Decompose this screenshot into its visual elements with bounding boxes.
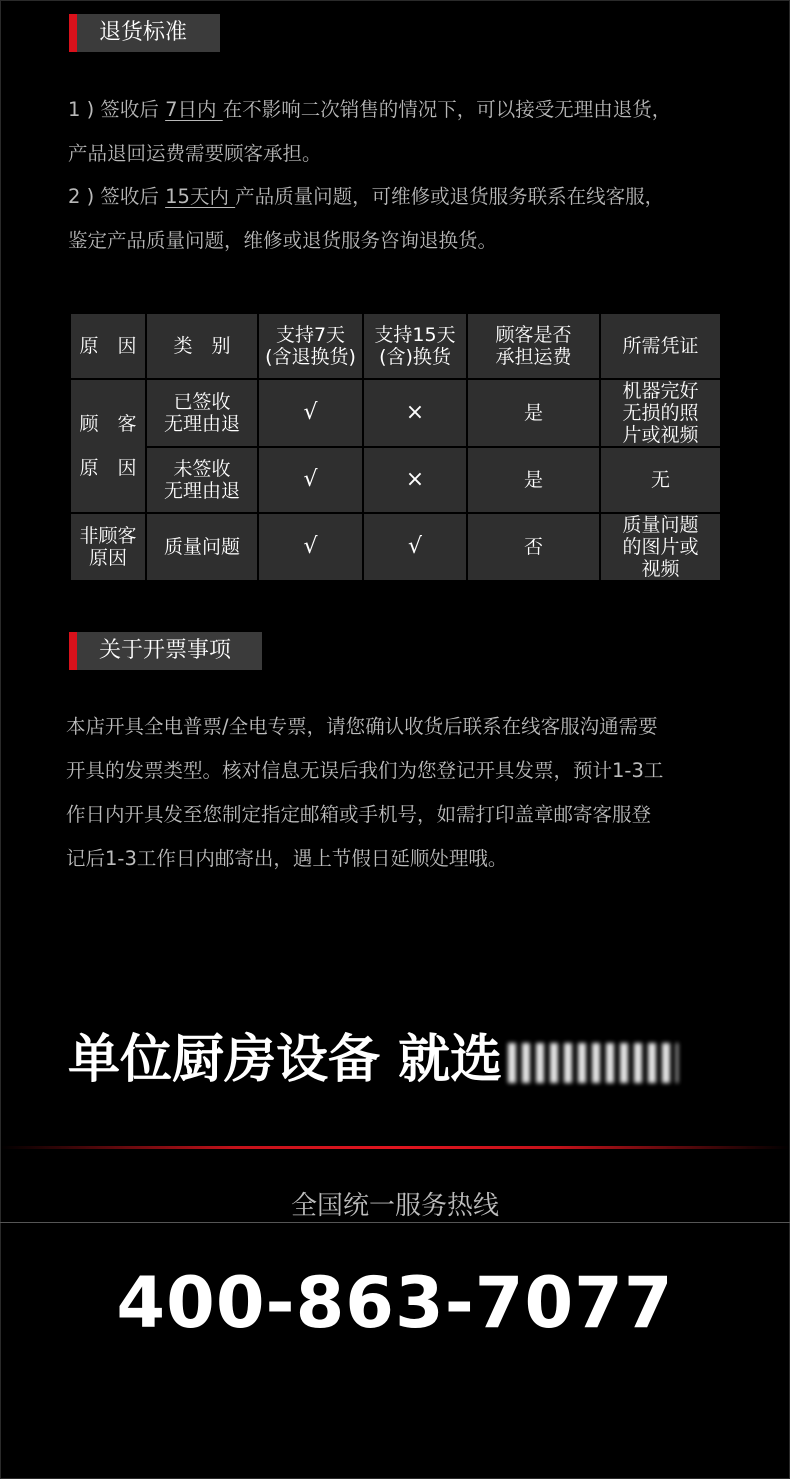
returns-line-2: 产品退回运费需要顾客承担。 xyxy=(68,141,322,165)
header-proof: 所需凭证 xyxy=(600,313,721,379)
returns-line-3: 2 ) 签收后 15天内 产品质量问题，可维修或退货服务联系在线客服， xyxy=(68,185,665,208)
shipping-cell: 否 xyxy=(467,513,600,581)
proof-cell: 质量问题 的图片或 视频 xyxy=(600,513,721,581)
proof-cell: 无 xyxy=(600,447,721,513)
header-15day-support: 支持15天 (含)换货 xyxy=(363,313,467,379)
slogan-text: 单位厨房设备 就选 xyxy=(68,1030,503,1090)
hotline-phone-number: 400-863-7077 xyxy=(116,1262,674,1344)
category-cell: 已签收 无理由退 xyxy=(146,379,258,447)
cross-mark: × xyxy=(363,379,467,447)
check-mark: √ xyxy=(258,513,363,581)
invoice-section-title: 关于开票事项 xyxy=(69,632,262,670)
reason-customer: 顾 客 原 因 xyxy=(70,379,146,513)
category-cell: 质量问题 xyxy=(146,513,258,581)
red-divider-line xyxy=(0,1146,790,1149)
invoice-line-3: 作日内开具发至您制定指定邮箱或手机号，如需打印盖章邮寄客服登 xyxy=(66,803,652,826)
table-header-row xyxy=(70,313,721,379)
header-category: 类 别 xyxy=(146,313,258,379)
shipping-cell: 是 xyxy=(467,447,600,513)
header-reason: 原 因 xyxy=(70,313,146,379)
table-row xyxy=(70,513,721,581)
proof-cell: 机器完好 无损的照 片或视频 xyxy=(600,379,721,447)
invoice-line-1: 本店开具全电普票/全电专票，请您确认收货后联系在线客服沟通需要 xyxy=(66,715,658,738)
gray-divider-line xyxy=(0,1222,790,1223)
shipping-cell: 是 xyxy=(467,379,600,447)
header-7day-support: 支持7天 (含退换货) xyxy=(258,313,363,379)
slogan xyxy=(68,1022,678,1098)
table-row xyxy=(70,447,721,513)
invoice-line-4: 记后1-3工作日内邮寄出，遇上节假日延顺处理哦。 xyxy=(66,847,508,870)
invoice-text xyxy=(66,705,766,881)
return-policy-table xyxy=(69,312,722,582)
blurred-brand-logo xyxy=(508,1043,678,1083)
check-mark: √ xyxy=(363,513,467,581)
table-row xyxy=(70,379,721,447)
category-cell: 未签收 无理由退 xyxy=(146,447,258,513)
returns-section-title: 退货标准 xyxy=(69,14,220,52)
invoice-line-2: 开具的发票类型。核对信息无误后我们为您登记开具发票，预计1-3工 xyxy=(66,759,664,782)
check-mark: √ xyxy=(258,447,363,513)
hotline-label: 全国统一服务热线 xyxy=(290,1191,499,1221)
returns-line-4: 鉴定产品质量问题，维修或退货服务咨询退换货。 xyxy=(68,228,498,252)
returns-policy-text xyxy=(68,88,748,262)
header-shipping-paid: 顾客是否 承担运费 xyxy=(467,313,600,379)
reason-non-customer: 非顾客 原因 xyxy=(70,513,146,581)
cross-mark: × xyxy=(363,447,467,513)
returns-line-1: 1 ) 签收后 7日内 在不影响二次销售的情况下，可以接受无理由退货， xyxy=(68,98,672,121)
check-mark: √ xyxy=(258,379,363,447)
